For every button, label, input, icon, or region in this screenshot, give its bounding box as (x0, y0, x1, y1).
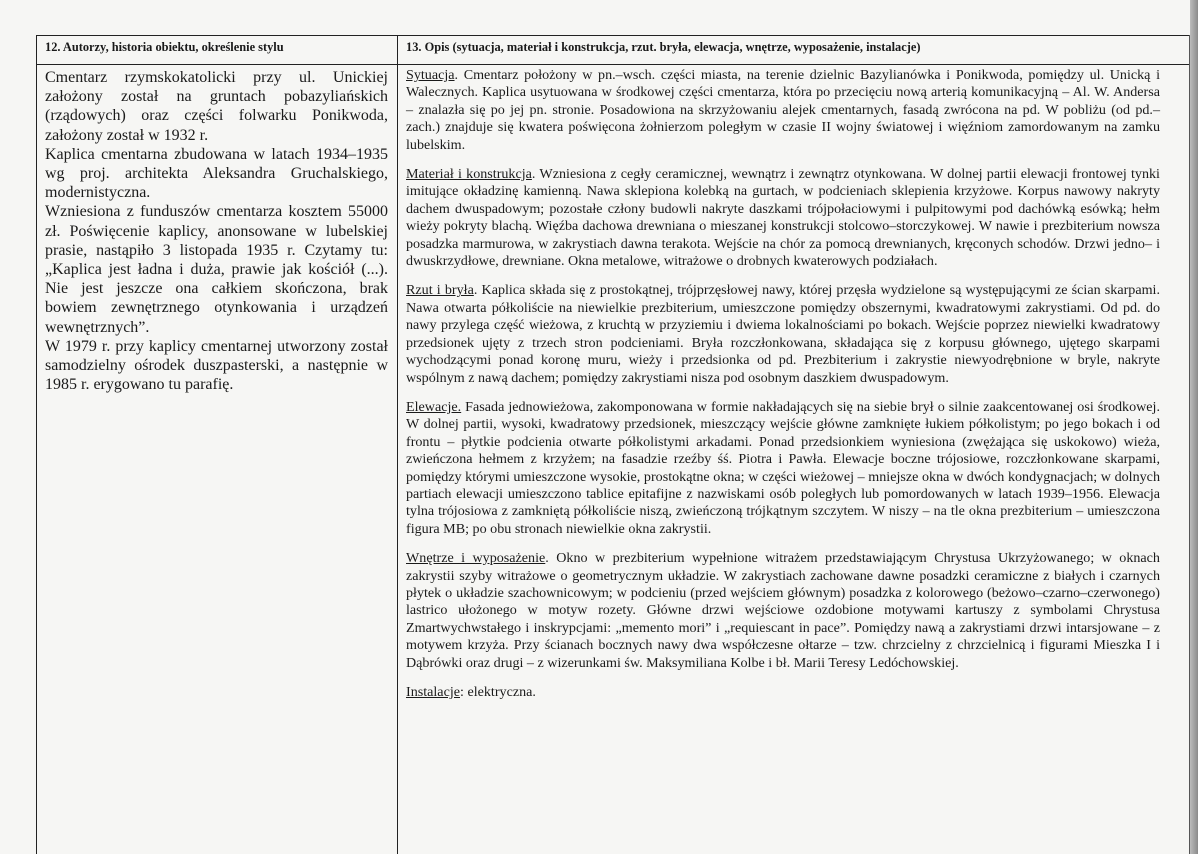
section-installations (406, 684, 1160, 701)
section-elevations-label: Elewacje. (406, 398, 462, 415)
table-header-divider (36, 64, 1198, 65)
section-material-label: Materiał i konstrukcja (406, 166, 532, 183)
description-column (406, 67, 1160, 713)
section-situation-text: . Cmentarz położony w pn.–wsch. części miasta, na terenie dzielnic Bazylianówka i Ponikwoda, pomiędzy ul. Unicką i Walecznych. Kaplica usytuowana w środkowej części cmentarza, która po przecięciu nową arterią komunikacyjną – Al. W. Andersa – znalazła się po jej pn. stronie. Posadowiona na skrzyżowaniu alejek cmentarnych, fasadą zwrócona na pd. W pobliżu (od pd.–zach.) znajduje się kwatera poświęcona żołnierzom poległym w czasie II wojny światowej i więźniom zamordowanym na zamku lubelskim. (406, 67, 1160, 153)
history-column (45, 68, 388, 394)
section-plan (406, 282, 1160, 386)
section-installations-text: : elektryczna. (460, 684, 536, 700)
section-interior (406, 550, 1160, 672)
section-13-heading: 13. Opis (sytuacja, materiał i konstrukcja, rzut. bryła, elewacja, wnętrze, wyposażenie, instalacje) (406, 40, 921, 54)
section-plan-text: . Kaplica składa się z prostokątnej, trójprzęsłowej nawy, której przęsła wydzielone są występującymi ze ścian skarpami. Nawa otwarta półkoliście na niewielkie prezbiterium, umieszczone pomiędzy obszernymi, kwadratowymi zakrystiami. Od pd. do nawy przylega część wieżowa, z kruchtą w przyziemiu i dwiema lokalnościami po bokach. Wejście poprzez niewielki kwadratowy przedsionek ujęty z trzech stron podcieniami. Bryła rozczłonkowana, składająca się z korpusu głównego, ujętego skarpami wychodzącymi ponad koronę muru, wieży i przedsionka od pd. Prezbiterium i zakrystie niewyodrębnione w bryle, nakryte wspólnym z nawą dachem; pomiędzy zakrystiami nisza pod osobnym daszkiem dwuspadowym. (406, 282, 1160, 386)
section-material-text: . Wzniesiona z cegły ceramicznej, wewnątrz i zewnątrz otynkowana. W dolnej partii elewacji frontowej tynki imitujące okładzinę kamienną. Nawa sklepiona kolebką na gurtach, w podcieniach sklepienia krzyżowe. Korpus nawowy nakryty dachem dwuspadowym; pozostałe człony budowli nakryte daszkami trójpołaciowymi i pulpitowymi pod dachówką esówką; hełm wieży pokryty blachą. Więźba dachowa drewniana o mieszanej konstrukcji stolcowo–storczykowej. W nawie i prezbiterium nowsza posadzka marmurowa, w zakrystiach dawna terakota. Wejście na chór za pomocą drewnianych, kręconych schodów. Drzwi jedno– i dwuskrzydłowe, drewniane. Okna metalowe, witrażowe o drobnych kwaterowych podziałach. (406, 166, 1160, 270)
section-elevations (406, 399, 1160, 538)
table-border-left (36, 35, 37, 854)
section-interior-label: Wnętrze i wyposażenie (406, 550, 546, 567)
section-elevations-text: Fasada jednowieżowa, zakomponowana w formie nakładających się na siebie brył o silnie zaakcentowanej osi środkowej. W dolnej partii, wysoki, kwadratowy przedsionek, mieszczący wejście główne zamknięte łukiem półkolistym; po jego bokach i od frontu – płytkie podcienia otwarte półkolistymi arkadami. Ponad przedsionkiem wyniesiona (zwężająca się uskokowo) wieża, zwieńczona hełmem z krzyżem; na fasadzie rzeźby śś. Piotra i Pawła. Elewacje boczne trójosiowe, rozczłonkowane skarpami, pomiędzy którymi umieszczone wysokie, prostokątne okna; w części wieżowej – mniejsze okna w dwóch kondygnacjach; w dolnych partiach elewacji umieszczono tablice epitafijne z nazwiskami osób poległych lub pomordowanych w latach 1939–1956. Elewacja tylna trójosiowa z zamkniętą półkoliście niszą, zwieńczoną trójkątnym szczytem. W niszy – na tle okna prezbiterium – umieszczona figura MB; po obu stronach niewielkie okna zakrystii. (406, 398, 1160, 537)
history-paragraph-consecration: Wzniesiona z funduszów cmentarza kosztem 55000 zł. Poświęcenie kaplicy, anonsowane w lubelskiej prasie, nastąpiło 3 listopada 1935 r. Czytamy tu: „Kaplica jest ładna i duża, prawie jak kościół (...). Nie jest jeszcze ona całkiem skończona, brak bowiem zewnętrznego otynkowania i urządzeń wewnętrznych”. (45, 203, 388, 336)
section-material (406, 166, 1160, 270)
section-plan-label: Rzut i bryła (406, 282, 474, 299)
section-12-heading: 12. Autorzy, historia obiektu, określenie stylu (45, 40, 284, 54)
history-paragraph-parish: W 1979 r. przy kaplicy cmentarnej utworzony został samodzielny ośrodek duszpasterski, a następnie w 1985 r. erygowano tu parafię. (45, 337, 388, 394)
history-paragraph-cemetery: Cmentarz rzymskokatolicki przy ul. Unickiej założony został na gruntach pobazyliańskich (rządowych) oraz części folwarku Ponikwoda, założony został w 1932 r. (45, 69, 388, 144)
history-paragraph-chapel: Kaplica cmentarna zbudowana w latach 1934–1935 wg proj. architekta Aleksandra Gruchalskiego, modernistyczna. (45, 145, 388, 202)
scan-edge-shadow (1190, 0, 1198, 854)
section-situation (406, 67, 1160, 154)
section-situation-label: Sytuacja (406, 67, 455, 83)
column-divider (397, 35, 398, 854)
section-interior-text: . Okno w prezbiterium wypełnione witrażem przedstawiającym Chrystusa Ukrzyżowanego; w oknach zakrystii szyby witrażowe o geometrycznym układzie. W zakrystiach zachowane dawne posadzki ceramiczne z białych i czarnych płytek o układzie szachownicowym; w podcieniu (przed wejściem głównym) posadzka z kolorowego (beżowo–czarno–czerwonego) lastrico ułożonego w motyw rozety. Główne drzwi wejściowe ozdobione motywami kartuszy z symbolami Chrystusa Zmartwychwstałego i inskrypcjami: „memento mori” i „requiescant in pace”. Pomiędzy nawą a zakrystiami drzwi intarsjowane – z motywem krzyża. Przy ścianach bocznych nawy dwa współczesne ołtarze – tzw. chrzcielny z chrzcielnicą i figurami Mieszka I i Dąbrówki oraz drugi – z wizerunkami św. Maksymiliana Kolbe i bł. Marii Teresy Ledóchowskiej. (406, 550, 1160, 671)
section-installations-label: Instalacje (406, 684, 460, 700)
table-border-top (36, 35, 1198, 36)
